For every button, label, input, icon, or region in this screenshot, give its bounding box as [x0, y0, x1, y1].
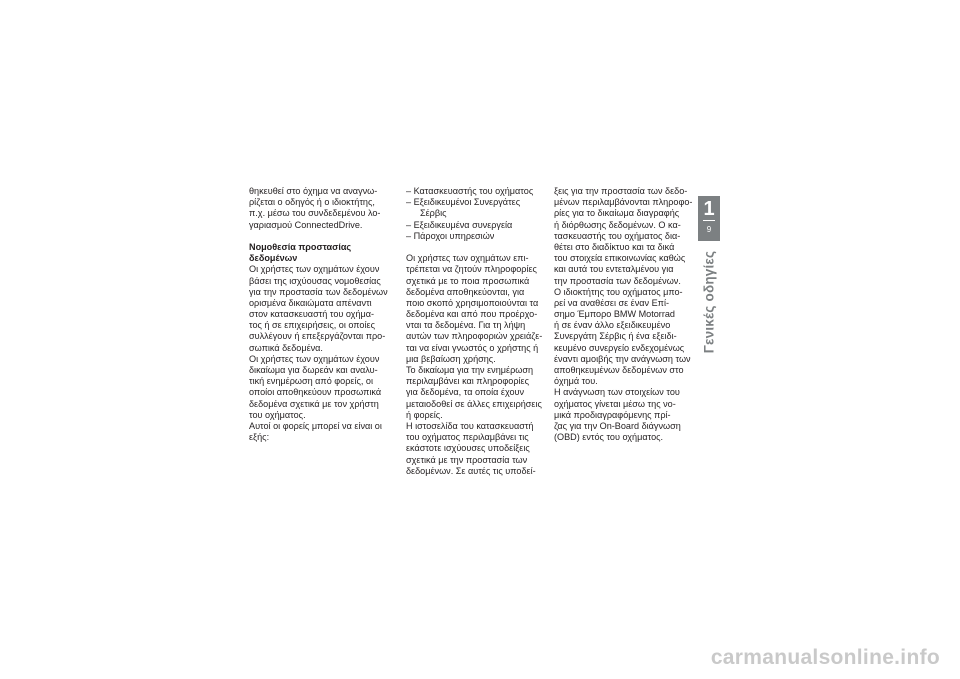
text-line: δεδομένων. Σε αυτές τις υποδεί- — [406, 465, 536, 476]
text-line: μικά προδιαγραφόμενης πρί- — [554, 409, 671, 420]
text-line: Σέρβις — [420, 208, 447, 219]
section-heading-line: Νομοθεσία προστασίας — [249, 241, 352, 252]
text-line: για δεδομένα, τα οποία έχουν — [406, 387, 525, 398]
text-line: – Πάροχοι υπηρεσιών — [406, 230, 495, 241]
text-line: θέτει στο διαδίκτυο και τα δικά — [554, 241, 675, 252]
text-line: κευμένο συνεργείο ενδεχομένως — [554, 342, 685, 353]
text-line: Η ιστοσελίδα του κατασκευαστή — [406, 420, 534, 431]
text-line: οποίοι αποθηκεύουν προσωπικά — [249, 387, 382, 398]
text-line: και αυτά του εντεταλμένου για — [554, 264, 674, 275]
text-line: ή σε έναν άλλο εξειδικευμένο — [554, 320, 671, 331]
chapter-title: Γενικές οδηγίες — [701, 250, 717, 354]
text-line: μεταιοδοθεί σε άλλες επιχειρήσεις — [406, 398, 542, 409]
text-line: σωπικά δεδομένα. — [249, 342, 323, 353]
text-line: στον κατασκευαστή του οχήμα- — [249, 309, 375, 320]
text-line: εκάστοτε ισχύουσες υποδείξεις — [406, 443, 530, 454]
text-line: συλλέγουν ή επεξεργάζονται προ- — [249, 331, 386, 342]
text-line: οχήματος γίνεται μέσω της νο- — [554, 398, 676, 409]
text-line — [406, 242, 540, 253]
text-line: Ο ιδιοκτήτης του οχήματος μπο- — [554, 286, 683, 297]
text-line: έναντι αμοιβής την ανάγνωση των — [554, 353, 691, 364]
page-number: 9 — [706, 225, 712, 234]
text-line: του στοιχεία επικοινωνίας καθώς — [554, 253, 686, 264]
text-line: την προστασία των δεδομένων. — [554, 275, 681, 286]
text-line: ται να είναι γνωστός ο χρήστης ή — [406, 342, 539, 353]
section-heading-line: δεδομένων — [249, 253, 298, 264]
text-line: νται τα δεδομένα. Για τη λήψη — [406, 320, 526, 331]
text-line: σημο Έμπορο BMW Motorrad — [554, 309, 675, 320]
text-line: – Κατασκευαστής του οχήματος — [406, 186, 534, 196]
text-line: σχετικά με το ποια προσωπικά — [406, 275, 530, 286]
chapter-tab — [698, 196, 720, 241]
text-line: – Εξειδικευμένοι Συνεργάτες — [406, 197, 521, 208]
chapter-number: 1 — [703, 198, 715, 220]
text-line: Το δικαίωμα για την ενημέρωση — [406, 365, 534, 375]
text-line: βάσει της ισχύουσας νομοθεσίας — [249, 275, 381, 286]
text-line: ρίζεται ο οδηγός ή ο ιδιοκτήτης, — [249, 197, 375, 208]
text-line: γαριασμού ConnectedDrive. — [249, 219, 363, 230]
text-column-3 — [554, 186, 693, 443]
text-line: π.χ. μέσω του συνδεδεμένου λο- — [249, 208, 381, 219]
text-line: δεδομένα αποθηκεύονται, για — [406, 286, 525, 297]
text-line: ορισμένα δικαιώματα απέναντι — [249, 297, 372, 308]
text-line: ρίες για το δικαίωμα διαγραφής — [554, 208, 680, 219]
text-line: εξής: — [249, 432, 270, 443]
text-line: τική ενημέρωση από φορείς, οι — [249, 376, 373, 387]
text-line — [249, 231, 383, 242]
text-line: Συνεργάτη Σέρβις ή ένα εξειδι- — [554, 331, 677, 342]
text-line: Οι χρήστες των οχημάτων επι- — [406, 253, 529, 264]
text-column-2 — [406, 186, 543, 477]
text-line: σχετικά με την προστασία των — [406, 454, 528, 465]
watermark: carmanualsonline.info — [710, 646, 940, 669]
text-line: θηκευθεί στο όχημα να αναγνω- — [249, 186, 378, 196]
text-line: (OBD) εντός του οχήματος. — [554, 432, 664, 443]
text-column-1 — [249, 186, 388, 443]
tab-divider — [703, 220, 715, 221]
text-line: τρέπεται να ζητούν πληροφορίες — [406, 264, 537, 275]
text-line: Η ανάγνωση των στοιχείων του — [554, 387, 680, 398]
text-line: Οι χρήστες των οχημάτων έχουν — [249, 264, 380, 275]
text-line: του οχήματος. — [249, 409, 306, 420]
text-line: αυτών των πληροφοριών χρειάζε- — [406, 331, 543, 342]
text-line: ή φορείς. — [406, 409, 443, 420]
text-line: μένων περιλαμβάνονται πληροφο- — [554, 197, 693, 208]
text-line: ξεις για την προστασία των δεδο- — [554, 186, 688, 196]
text-line: για την προστασία των δεδομένων — [249, 286, 388, 297]
text-line: δικαίωμα για δωρεάν και αναλυ- — [249, 365, 378, 375]
text-line: Αυτοί οι φορείς μπορεί να είναι οι — [249, 420, 382, 431]
text-line: του οχήματος περιλαμβάνει τις — [406, 432, 529, 443]
text-line: μια βεβαίωση χρήσης. — [406, 353, 496, 364]
text-line: όχημά του. — [554, 376, 598, 387]
text-line: ποιο σκοπό χρησιμοποιούνται τα — [406, 297, 539, 308]
text-line: – Εξειδικευμένα συνεργεία — [406, 219, 513, 230]
text-line: δεδομένα σχετικά με τον χρήστη — [249, 398, 379, 409]
text-line: αποθηκευμένων δεδομένων στο — [554, 365, 684, 375]
text-line: δεδομένα και από που προέρχο- — [406, 309, 538, 320]
text-line: ή διόρθωσης δεδομένων. Ο κα- — [554, 219, 681, 230]
text-line: τασκευαστής του οχήματος δια- — [554, 230, 681, 241]
text-line: περιλαμβάνει και πληροφορίες — [406, 376, 529, 387]
text-line: ρεί να αναθέσει σε έναν Επί- — [554, 297, 670, 308]
text-line: ζας για την On-Board διάγνωση — [554, 420, 681, 431]
text-line: Οι χρήστες των οχημάτων έχουν — [249, 353, 380, 364]
text-line: τος ή σε επιχειρήσεις, οι οποίες — [249, 320, 375, 331]
